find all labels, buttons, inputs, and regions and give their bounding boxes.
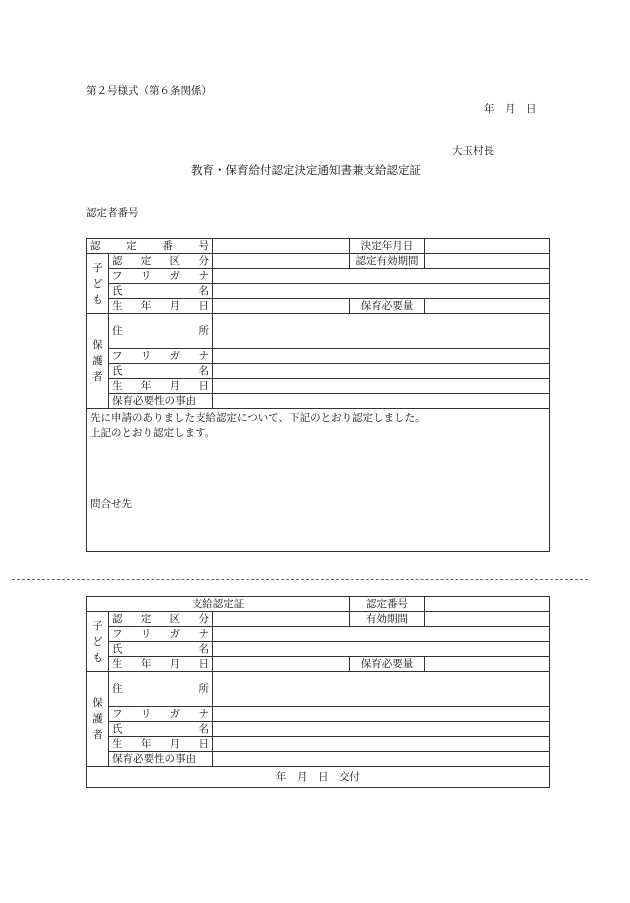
table-row bbox=[87, 672, 550, 707]
care-amount-label: 保育必要量 bbox=[350, 657, 425, 672]
guardian-furigana-label: フ リ ガ ナ bbox=[109, 349, 213, 364]
guardian-furigana-value[interactable] bbox=[213, 349, 550, 364]
table-row bbox=[87, 597, 550, 612]
notice-body bbox=[87, 409, 550, 552]
table-row bbox=[87, 379, 550, 394]
birthdate-label: 生 年 月 日 bbox=[109, 657, 213, 672]
table-row bbox=[87, 752, 550, 767]
birthdate-value[interactable] bbox=[213, 657, 350, 672]
cert-number-value[interactable] bbox=[425, 597, 550, 612]
category-label: 認 定 区 分 bbox=[109, 612, 213, 627]
table-row bbox=[87, 612, 550, 627]
table-row bbox=[87, 722, 550, 737]
category-label: 認 定 区 分 bbox=[109, 254, 213, 269]
reason-label: 保育必要性の事由 bbox=[109, 394, 213, 409]
issuer: 大玉村長 bbox=[452, 145, 494, 157]
table-row bbox=[87, 707, 550, 722]
reason-label: 保育必要性の事由 bbox=[109, 752, 213, 767]
issue-date-line: 年 月 日 交付 bbox=[87, 767, 550, 788]
table-row bbox=[87, 349, 550, 364]
address-value[interactable] bbox=[213, 314, 550, 349]
guardian-birthdate-value[interactable] bbox=[213, 379, 550, 394]
document-title: 教育・保育給付認定決定通知書兼支給認定証 bbox=[191, 163, 421, 177]
table-row bbox=[87, 642, 550, 657]
furigana-value[interactable] bbox=[213, 627, 550, 642]
child-group-label: 子 ど も bbox=[87, 254, 109, 314]
date-line: 年 月 日 bbox=[484, 103, 537, 115]
care-amount-label: 保育必要量 bbox=[350, 299, 425, 314]
care-amount-value[interactable] bbox=[425, 299, 550, 314]
cert-number-label: 認定者番号 bbox=[86, 207, 139, 219]
valid-period-value[interactable] bbox=[425, 612, 550, 627]
certificate-table bbox=[86, 596, 550, 788]
name-value[interactable] bbox=[213, 284, 550, 299]
table-row bbox=[87, 314, 550, 349]
notice-form-table bbox=[86, 238, 550, 552]
valid-period-value[interactable] bbox=[425, 254, 550, 269]
table-row bbox=[87, 284, 550, 299]
guardian-name-value[interactable] bbox=[213, 364, 550, 379]
cert-number-label-cell: 認定番号 bbox=[350, 597, 425, 612]
child-group-label: 子 ど も bbox=[87, 612, 109, 672]
contact-label: 問合せ先 bbox=[90, 498, 132, 510]
table-row bbox=[87, 269, 550, 284]
guardian-name-label: 氏 名 bbox=[109, 722, 213, 737]
table-row bbox=[87, 409, 550, 552]
guardian-birthdate-label: 生 年 月 日 bbox=[109, 737, 213, 752]
name-label: 氏 名 bbox=[109, 284, 213, 299]
category-value[interactable] bbox=[213, 254, 350, 269]
decision-date-label: 決定年月日 bbox=[350, 239, 425, 254]
table-row bbox=[87, 737, 550, 752]
category-value[interactable] bbox=[213, 612, 350, 627]
certificate-title: 支給認定証 bbox=[87, 597, 350, 612]
valid-period-label: 認定有効期間 bbox=[350, 254, 425, 269]
name-value[interactable] bbox=[213, 642, 550, 657]
guardian-furigana-label: フ リ ガ ナ bbox=[109, 707, 213, 722]
decision-date-value[interactable] bbox=[425, 239, 550, 254]
furigana-label: フ リ ガ ナ bbox=[109, 269, 213, 284]
guardian-name-label: 氏 名 bbox=[109, 364, 213, 379]
table-row bbox=[87, 364, 550, 379]
name-label: 氏 名 bbox=[109, 642, 213, 657]
table-row bbox=[87, 627, 550, 642]
table-row bbox=[87, 239, 550, 254]
guardian-birthdate-label: 生 年 月 日 bbox=[109, 379, 213, 394]
birthdate-label: 生 年 月 日 bbox=[109, 299, 213, 314]
table-row bbox=[87, 299, 550, 314]
form-number: 第２号様式（第６条関係） bbox=[86, 85, 212, 97]
guardian-group-label: 保 護 者 bbox=[87, 672, 109, 767]
furigana-value[interactable] bbox=[213, 269, 550, 284]
guardian-name-value[interactable] bbox=[213, 722, 550, 737]
table-row bbox=[87, 657, 550, 672]
valid-period-label: 有効期間 bbox=[350, 612, 425, 627]
guardian-birthdate-value[interactable] bbox=[213, 737, 550, 752]
address-value[interactable] bbox=[213, 672, 550, 707]
table-row bbox=[87, 767, 550, 788]
address-label: 住 所 bbox=[109, 314, 213, 349]
table-row bbox=[87, 394, 550, 409]
care-amount-value[interactable] bbox=[425, 657, 550, 672]
reason-value[interactable] bbox=[213, 394, 550, 409]
guardian-group-label: 保 護 者 bbox=[87, 314, 109, 409]
cert-number-label-cell: 認 定 番 号 bbox=[87, 239, 213, 254]
notice-line-1: 先に申請のありました支給認定について、下記のとおり認定しました。 bbox=[90, 412, 426, 424]
furigana-label: フ リ ガ ナ bbox=[109, 627, 213, 642]
cert-number-value[interactable] bbox=[213, 239, 350, 254]
notice-line-2: 上記のとおり認定します。 bbox=[90, 427, 216, 439]
reason-value[interactable] bbox=[213, 752, 550, 767]
guardian-furigana-value[interactable] bbox=[213, 707, 550, 722]
address-label: 住 所 bbox=[109, 672, 213, 707]
birthdate-value[interactable] bbox=[213, 299, 350, 314]
cut-line bbox=[12, 579, 588, 580]
table-row bbox=[87, 254, 550, 269]
